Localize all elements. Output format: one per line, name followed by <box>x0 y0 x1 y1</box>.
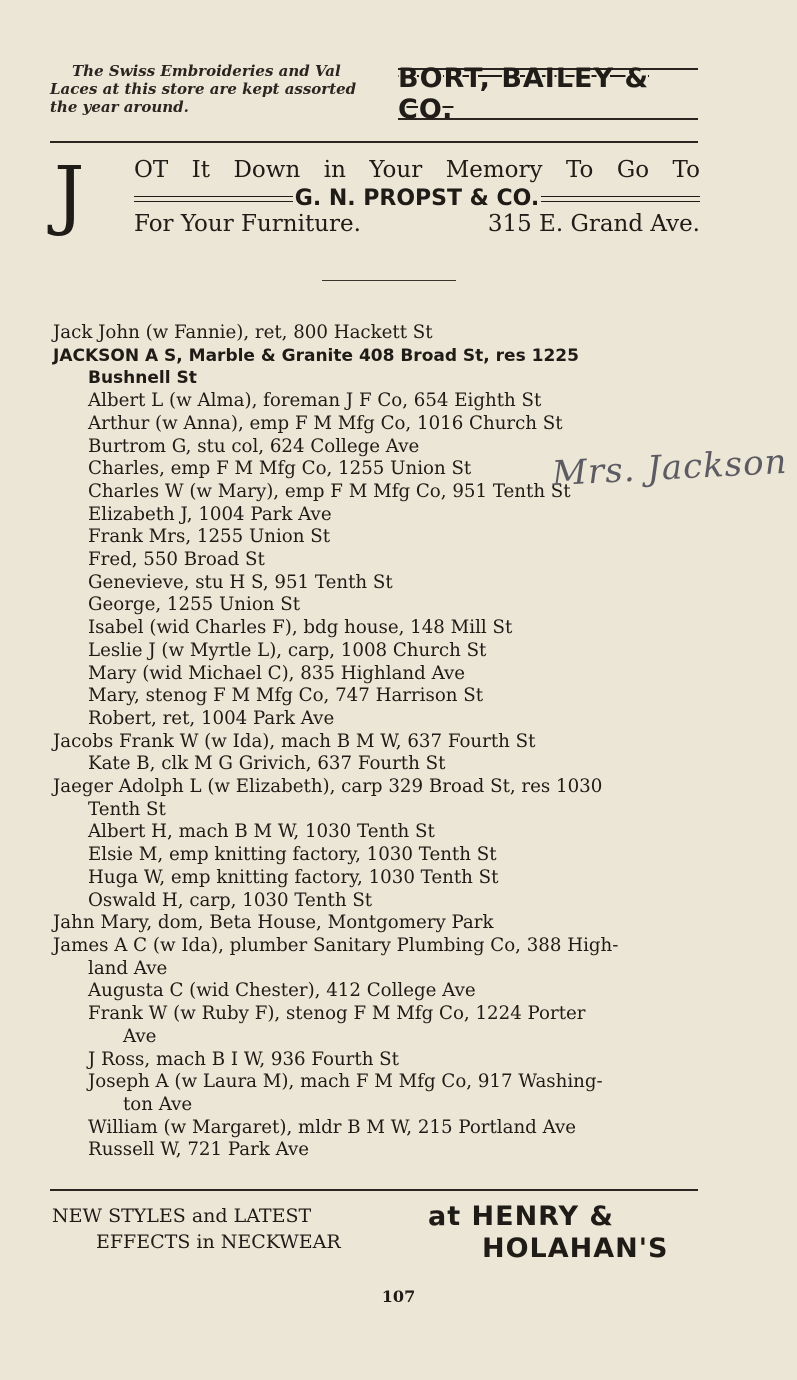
propst-word: OT <box>134 157 169 183</box>
top-ad-tagline <box>50 62 395 116</box>
directory-entry: Jacobs Frank W (w Ida), mach B M W, 637 Fourth St <box>53 730 536 752</box>
directory-entry: Genevieve, stu H S, 951 Tenth St <box>88 571 393 593</box>
propst-slogan: For Your Furniture. <box>134 211 361 237</box>
propst-word: It <box>191 157 210 183</box>
directory-entry: Charles, emp F M Mfg Co, 1255 Union St <box>88 458 472 480</box>
directory-entry: Frank Mrs, 1255 Union St <box>88 526 331 548</box>
page-number: 107 <box>381 1287 416 1306</box>
propst-word: To <box>672 157 700 183</box>
directory-entry: Mary, stenog F M Mfg Co, 747 Harrison St <box>88 685 484 707</box>
propst-word: Your <box>369 157 423 183</box>
propst-word: Memory <box>445 157 543 183</box>
directory-entry: Elizabeth J, 1004 Park Ave <box>88 503 332 525</box>
directory-entry: Jaeger Adolph L (w Elizabeth), carp 329 Broad St, res 1030 <box>53 776 603 798</box>
propst-address: 315 E. Grand Ave. <box>487 211 700 237</box>
directory-entry: Robert, ret, 1004 Park Ave <box>88 707 335 729</box>
double-rule-left <box>134 196 293 202</box>
propst-advertisement <box>52 150 702 245</box>
directory-entry: J Ross, mach B I W, 936 Fourth St <box>88 1048 399 1070</box>
handwritten-annotation: Mrs. Jackson <box>551 441 789 495</box>
directory-entry: Albert H, mach B M W, 1030 Tenth St <box>88 821 435 843</box>
directory-entry: Bushnell St <box>88 368 197 389</box>
top-ad-tagline-line: the year around. <box>50 98 189 116</box>
directory-entry: Mary (wid Michael C), 835 Highland Ave <box>88 662 465 684</box>
propst-word: in <box>323 157 346 183</box>
bort-bailey-advertisement <box>50 60 698 130</box>
short-divider <box>322 280 456 281</box>
propst-company-name: G. N. PROPST & CO. <box>294 186 540 211</box>
propst-line-3 <box>134 210 700 238</box>
propst-line-2 <box>134 185 700 213</box>
bottom-ad-right-line: at HENRY & <box>428 1201 614 1232</box>
bottom-ad-right-line: HOLAHAN'S <box>482 1233 669 1264</box>
directory-entry: Arthur (w Anna), emp F M Mfg Co, 1016 Church St <box>88 412 563 434</box>
directory-entry: Leslie J (w Myrtle L), carp, 1008 Church St <box>88 639 487 661</box>
directory-entry: Huga W, emp knitting factory, 1030 Tenth St <box>88 866 499 888</box>
directory-entry: Albert L (w Alma), foreman J F Co, 654 Eighth St <box>88 390 542 412</box>
bottom-ad-left-line: EFFECTS in NECKWEAR <box>96 1231 341 1253</box>
propst-word: Down <box>233 157 301 183</box>
propst-word: To <box>565 157 594 183</box>
top-ad-tagline-line: Laces at this store are kept assorted <box>50 80 357 98</box>
directory-entry: Joseph A (w Laura M), mach F M Mfg Co, 917 Washing- <box>88 1071 603 1093</box>
divider-rule <box>50 141 698 143</box>
directory-entry: James A C (w Ida), plumber Sanitary Plumbing Co, 388 High- <box>53 934 619 956</box>
double-rule-right <box>541 196 700 202</box>
directory-listing <box>53 322 743 1162</box>
directory-entry: Charles W (w Mary), emp F M Mfg Co, 951 Tenth St <box>88 480 571 502</box>
drop-cap: J <box>54 149 85 238</box>
directory-entry: Augusta C (wid Chester), 412 College Ave <box>88 980 476 1002</box>
directory-entry: Jahn Mary, dom, Beta House, Montgomery Park <box>53 912 494 934</box>
directory-entry: Fred, 550 Broad St <box>88 549 265 571</box>
directory-entry: Oswald H, carp, 1030 Tenth St <box>88 889 373 911</box>
directory-entry: Elsie M, emp knitting factory, 1030 Tenth St <box>88 844 497 866</box>
propst-word: Go <box>616 157 650 183</box>
directory-entry: JACKSON A S, Marble & Granite 408 Broad St, res 1225 <box>53 345 579 366</box>
bottom-ad-left-line: NEW STYLES and LATEST <box>52 1205 312 1227</box>
directory-entry: ton Ave <box>123 1093 193 1115</box>
directory-entry: Tenth St <box>88 798 166 820</box>
directory-entry: land Ave <box>88 957 168 979</box>
directory-entry: Russell W, 721 Park Ave <box>88 1139 310 1161</box>
directory-entry: Frank W (w Ruby F), stenog F M Mfg Co, 1224 Porter <box>88 1003 586 1025</box>
directory-entry: Kate B, clk M G Grivich, 637 Fourth St <box>88 753 446 775</box>
directory-entry: Ave <box>123 1025 157 1047</box>
divider-rule <box>50 1189 698 1191</box>
directory-entry: William (w Margaret), mldr B M W, 215 Portland Ave <box>88 1116 577 1138</box>
top-ad-tagline-line: The Swiss Embroideries and Val <box>72 62 341 80</box>
directory-entry: Isabel (wid Charles F), bdg house, 148 Mill St <box>88 617 513 639</box>
top-ad-company-name: BORT, BAILEY & CO. <box>398 63 650 125</box>
henry-holahan-advertisement <box>50 1198 698 1268</box>
directory-entry: Burtrom G, stu col, 624 College Ave <box>88 435 420 457</box>
directory-entry: Jack John (w Fannie), ret, 800 Hackett St <box>53 322 433 343</box>
directory-entry: George, 1255 Union St <box>88 594 301 616</box>
top-ad-company-box <box>398 63 698 125</box>
propst-line-1 <box>134 156 700 184</box>
